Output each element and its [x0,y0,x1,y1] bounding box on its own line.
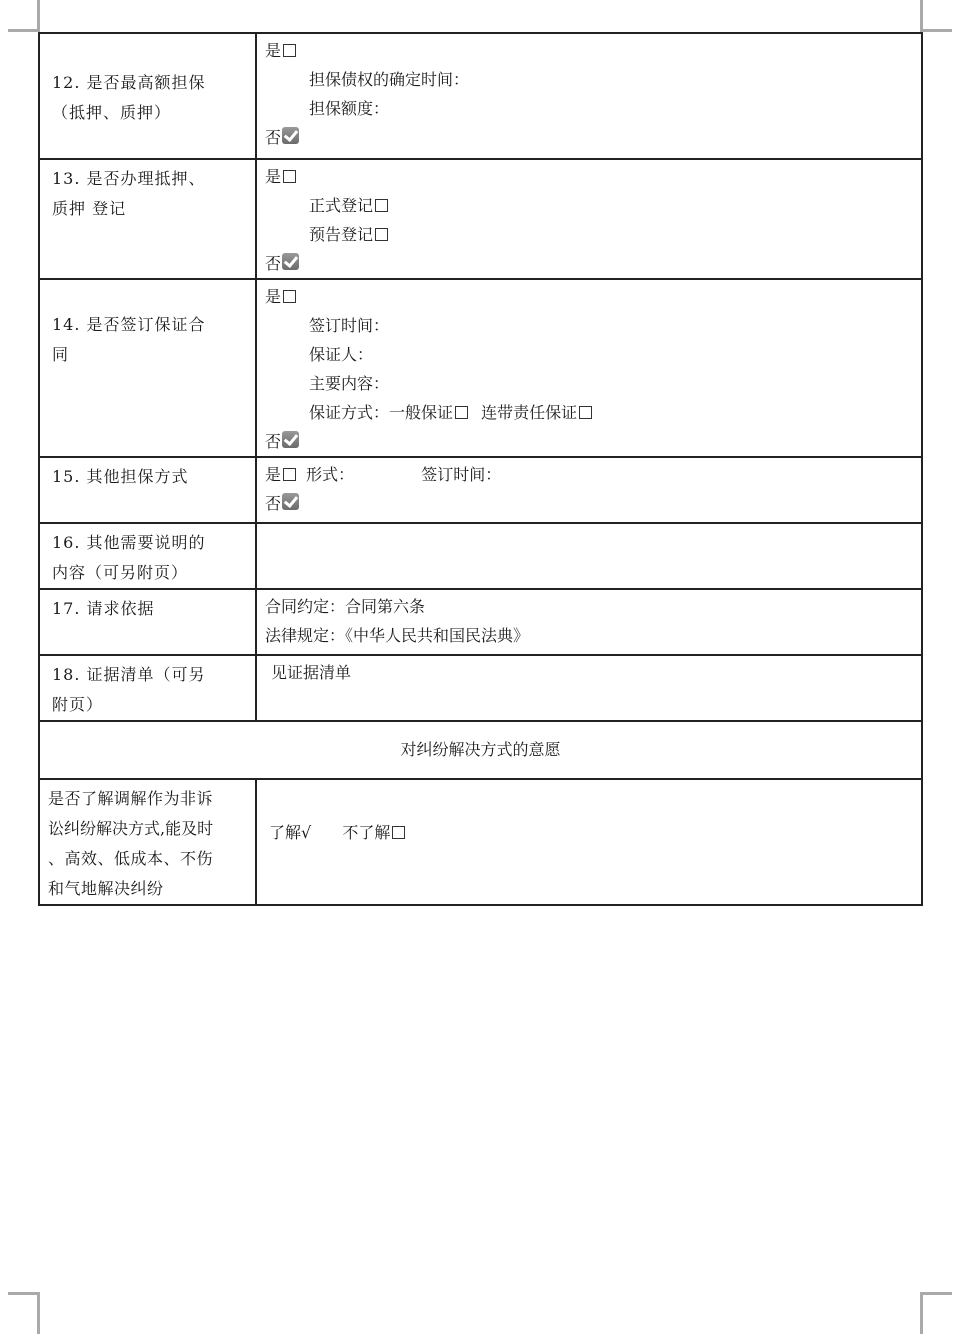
row-12-label-line-1: 12. 是否最高额担保 [52,73,206,92]
yes-label: 是 [265,465,282,484]
advance-registration-checkbox[interactable] [375,228,388,241]
no-checkbox-checked-icon[interactable] [282,431,299,448]
table-row-12 [39,33,922,159]
table-row-18 [39,655,922,721]
yes-label: 是 [265,287,282,306]
table-row-13 [39,159,922,279]
crop-mark-bottom-left-h [8,1292,40,1295]
no-label: 否 [265,432,282,451]
legal-basis: 法律规定：《中华人民共和国民法典》 [265,626,530,645]
row-12-label-line-2: （抵押、质押） [52,103,172,122]
understand-check-mark[interactable]: √ [301,822,312,842]
yes-checkbox[interactable] [283,468,296,481]
formal-registration-checkbox[interactable] [375,199,388,212]
yes-label: 是 [265,167,282,186]
form-label: 形式： [306,465,355,484]
row-18-label [39,655,256,721]
row-16-content-field[interactable] [256,523,922,589]
yes-label: 是 [265,41,282,60]
table-row-16 [39,523,922,589]
no-label: 否 [265,128,282,147]
row-14-label [39,279,256,457]
row-17-label-line-1: 17. 请求依据 [52,599,155,618]
no-checkbox-checked-icon[interactable] [282,253,299,270]
crop-mark-top-right-v [920,0,923,31]
yes-checkbox[interactable] [283,170,296,183]
sign-time-label: 签订时间： [421,465,502,484]
mediation-label-line-3: 、高效、低成本、不伤 [48,849,214,868]
not-understand-checkbox[interactable] [392,826,405,839]
crop-mark-top-right-h [920,29,952,32]
sub-item-guarantee-amount: 担保额度： [309,99,390,118]
row-13-label-line-2: 质押 登记 [52,199,127,218]
general-guarantee-checkbox[interactable] [455,406,468,419]
mediation-label-line-4: 和气地解决纠纷 [48,879,164,898]
table-row-mediation [39,779,922,905]
mediation-label-line-1: 是否了解调解作为非诉 [48,789,214,808]
joint-liability-checkbox[interactable] [579,406,592,419]
yes-checkbox[interactable] [283,290,296,303]
section-heading: 对纠纷解决方式的意愿 [39,721,922,779]
row-17-content [256,589,922,655]
row-16-label-line-1: 16. 其他需要说明的 [52,533,206,552]
section-heading-row [39,721,922,779]
crop-mark-bottom-left-v [37,1292,40,1334]
row-12-label [39,33,256,159]
table-row-15 [39,457,922,523]
row-12-content [256,33,922,159]
guarantee-method-label: 保证方式： [309,403,390,422]
mediation-label [39,779,256,905]
mediation-content [256,779,922,905]
joint-liability-label: 连带责任保证 [481,403,578,422]
evidence-list-text: 见证据清单 [271,663,352,682]
crop-mark-bottom-right-v [920,1292,923,1334]
not-understand-label: 不了解 [342,822,391,842]
understand-label: 了解 [269,822,302,842]
row-18-label-line-1: 18. 证据清单（可另 [52,665,206,684]
row-17-label [39,589,256,655]
sub-item-confirm-time: 担保债权的确定时间： [309,70,470,89]
general-guarantee-label: 一般保证 [389,403,454,422]
sub-item-guarantor: 保证人： [309,345,374,364]
row-16-label-line-2: 内容（可另附页） [52,563,189,582]
row-15-label-line-1: 15. 其他担保方式 [52,467,189,486]
row-13-label-line-1: 13. 是否办理抵押、 [52,169,206,188]
row-13-content [256,159,922,279]
row-14-content [256,279,922,457]
sub-item-sign-time: 签订时间： [309,316,390,335]
crop-mark-bottom-right-h [920,1292,952,1295]
no-label: 否 [265,494,282,513]
yes-checkbox[interactable] [283,44,296,57]
no-checkbox-checked-icon[interactable] [282,493,299,510]
formal-registration-label: 正式登记 [309,196,374,215]
row-16-label [39,523,256,589]
row-15-content [256,457,922,523]
crop-mark-top-left-v [37,0,40,31]
table-row-17 [39,589,922,655]
mediation-label-line-2: 讼纠纷解决方式,能及时 [48,819,214,838]
contract-basis: 合同约定：合同第六条 [265,597,426,616]
row-18-content [256,655,922,721]
table-row-14 [39,279,922,457]
row-14-label-line-1: 14. 是否签订保证合 [52,315,206,334]
row-14-label-line-2: 同 [52,345,70,364]
advance-registration-label: 预告登记 [309,225,374,244]
no-label: 否 [265,254,282,273]
crop-mark-top-left-h [8,29,40,32]
complaint-form-table [38,32,923,906]
sub-item-main-content: 主要内容： [309,374,390,393]
row-13-label [39,159,256,279]
row-18-label-line-2: 附页） [52,695,104,714]
no-checkbox-checked-icon[interactable] [282,127,299,144]
row-15-label [39,457,256,523]
